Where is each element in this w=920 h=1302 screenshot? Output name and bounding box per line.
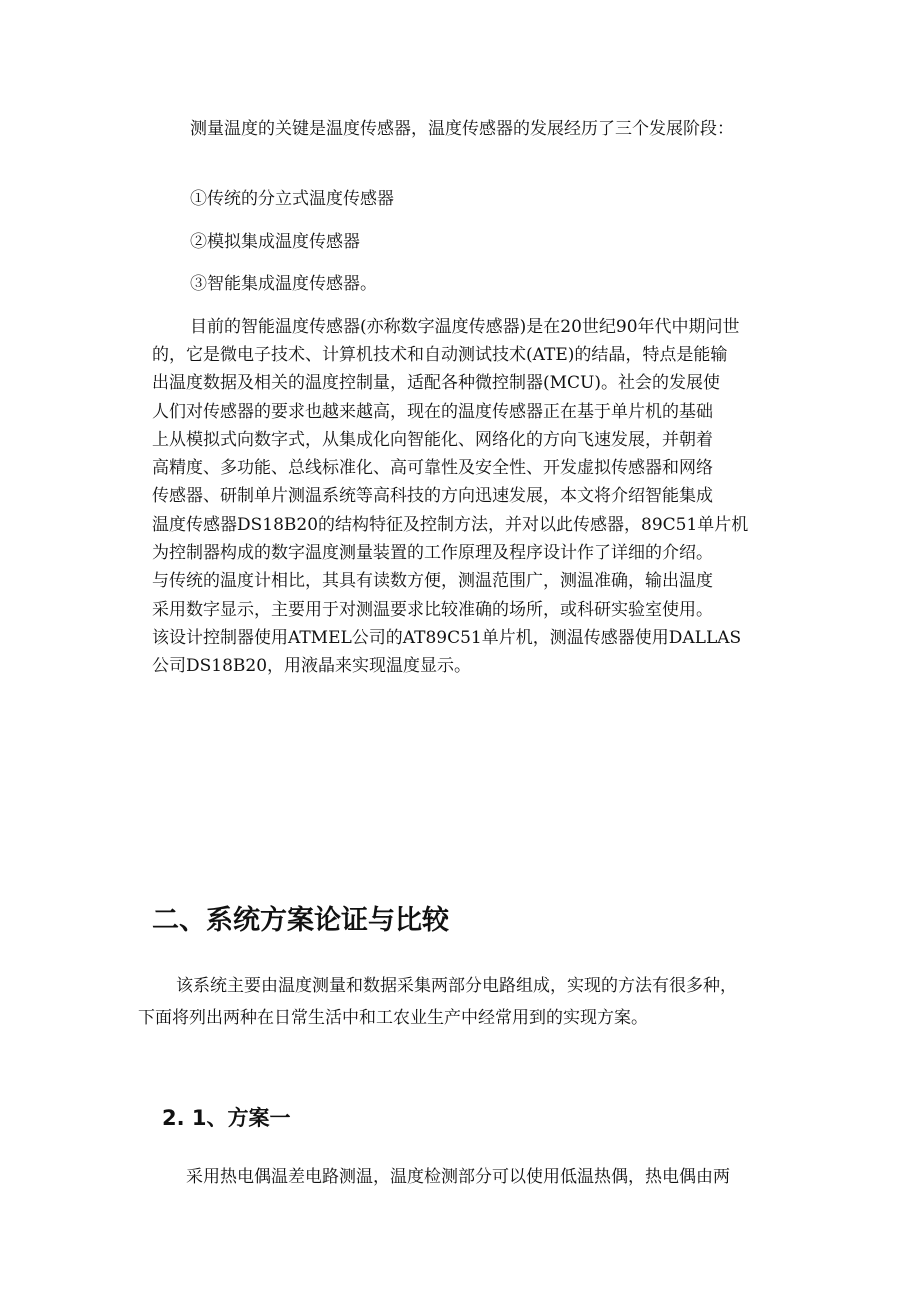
section-heading: 二、系统方案论证与比较 — [152, 905, 449, 936]
subsection-heading: 2. 1、方案一 — [162, 1106, 291, 1130]
paragraph-line: 公司DS18B20，用液晶来实现温度显示。 — [152, 656, 472, 676]
paragraph-line: 人们对传感器的要求也越来越高，现在的温度传感器正在基于单片机的基础 — [152, 402, 713, 422]
paragraph-line: 为控制器构成的数字温度测量装置的工作原理及程序设计作了详细的介绍。 — [152, 543, 713, 563]
subsection-paragraph-line: 采用热电偶温差电路测温，温度检测部分可以使用低温热偶，热电偶由两 — [186, 1167, 730, 1187]
paragraph-line: 目前的智能温度传感器(亦称数字温度传感器)是在20世纪90年代中期问世 — [190, 317, 740, 337]
section-paragraph-line: 该系统主要由温度测量和数据采集两部分电路组成，实现的方法有很多种， — [176, 976, 737, 996]
paragraph-line: 出温度数据及相关的温度控制量，适配各种微控制器(MCU)。社会的发展使 — [152, 373, 721, 393]
paragraph-line: 上从模拟式向数字式，从集成化向智能化、网络化的方向飞速发展，并朝着 — [152, 430, 713, 450]
stage-item-2: ②模拟集成温度传感器 — [190, 232, 360, 252]
stage-item-3: ③智能集成温度传感器。 — [190, 274, 377, 294]
section-paragraph-line: 下面将列出两种在日常生活中和工农业生产中经常用到的实现方案。 — [138, 1008, 648, 1028]
paragraph-line: 传感器、研制单片测温系统等高科技的方向迅速发展，本文将介绍智能集成 — [152, 486, 713, 506]
paragraph-line: 的，它是微电子技术、计算机技术和自动测试技术(ATE)的结晶，特点是能输 — [152, 345, 728, 365]
paragraph-line: 与传统的温度计相比，其具有读数方便，测温范围广，测温准确，输出温度 — [152, 571, 713, 591]
stage-item-1: ①传统的分立式温度传感器 — [190, 189, 394, 209]
paragraph-line: 该设计控制器使用ATMEL公司的AT89C51单片机，测温传感器使用DALLAS — [152, 628, 742, 648]
intro-lead: 测量温度的关键是温度传感器，温度传感器的发展经历了三个发展阶段： — [190, 119, 734, 139]
paragraph-line: 高精度、多功能、总线标准化、高可靠性及安全性、开发虚拟传感器和网络 — [152, 458, 713, 478]
paragraph-line: 温度传感器DS18B20的结构特征及控制方法，并对以此传感器，89C51单片机 — [152, 515, 749, 535]
paragraph-line: 采用数字显示，主要用于对测温要求比较准确的场所，或科研实验室使用。 — [152, 600, 713, 620]
